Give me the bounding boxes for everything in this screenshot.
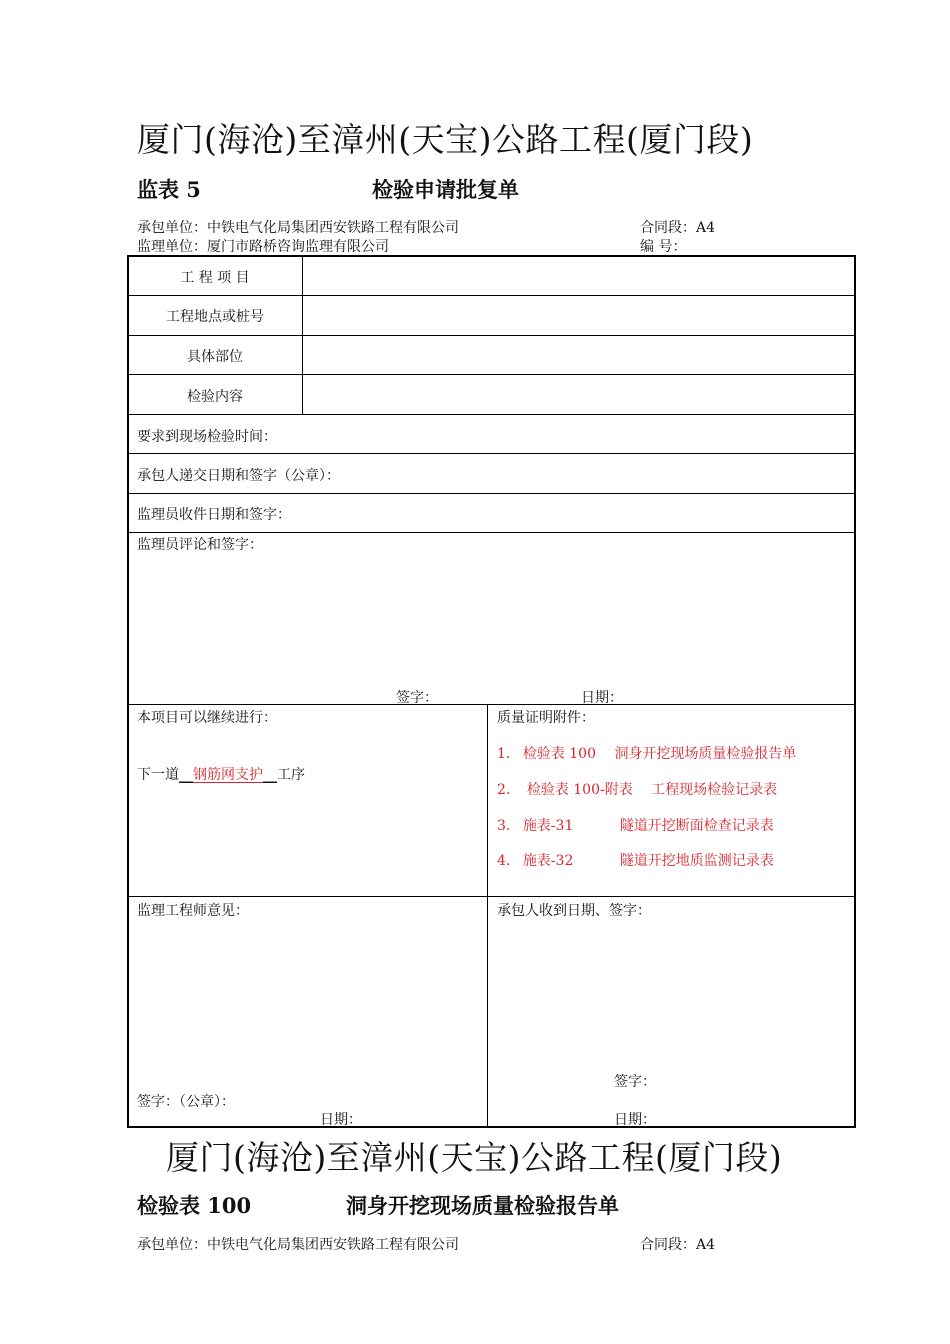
contract-section: 合同段：A4: [640, 220, 716, 236]
label-column-divider: [302, 255, 303, 414]
row-divider: [127, 295, 856, 296]
row-divider: [127, 414, 856, 415]
attachment-item: 3. 施表-31 隧道开挖断面检查记录表: [497, 818, 774, 834]
location-field[interactable]: [304, 297, 853, 334]
label-supervisor-comment: 监理员评论和签字：: [137, 537, 263, 553]
attachment-item: 1. 检验表 100 洞身开挖现场质量检验报告单: [497, 746, 797, 762]
page2-contractor-unit: 承包单位：中铁电气化局集团西安铁路工程有限公司: [137, 1237, 459, 1253]
form-number: 监表 5: [137, 177, 201, 202]
label-engineer-opinion: 监理工程师意见：: [137, 903, 249, 919]
comment-sign-label: 签字：: [396, 690, 438, 706]
contractor-unit: 承包单位：中铁电气化局集团西安铁路工程有限公司: [137, 220, 459, 236]
label-request-time: 要求到现场检验时间：: [137, 429, 277, 445]
middle-column-divider: [487, 704, 488, 1127]
label-supervisor-receive: 监理员收件日期和签字：: [137, 507, 291, 523]
label-attachments: 质量证明附件：: [497, 710, 595, 726]
comment-date-label: 日期：: [581, 690, 623, 706]
page-title: 厦门(海沧)至漳州(天宝)公路工程(厦门段): [137, 120, 754, 159]
page2-contract-section: 合同段：A4: [640, 1237, 716, 1253]
row-divider: [127, 704, 856, 705]
label-contractor-submit: 承包人递交日期和签字（公章）：: [137, 468, 340, 484]
next-process-value: 钢筋网支护: [193, 767, 263, 783]
serial-number: 编 号：: [640, 239, 687, 255]
contractor-sign-label: 签字：: [614, 1074, 656, 1090]
form-name: 检验申请批复单: [372, 177, 519, 202]
engineer-date-label: 日期：: [320, 1112, 362, 1128]
label-location: 工程地点或桩号: [166, 309, 264, 325]
label-content: 检验内容: [187, 389, 243, 405]
content-field[interactable]: [304, 376, 853, 413]
row-divider: [127, 335, 856, 336]
table-border-top: [127, 255, 856, 257]
engineer-sign-seal-label: 签字：（公章）：: [137, 1094, 235, 1110]
contractor-date-label: 日期：: [614, 1112, 656, 1128]
supervisor-unit: 监理单位：厦门市路桥咨询监理有限公司: [137, 239, 389, 255]
next-process-suffix: 工序: [277, 767, 305, 783]
next-process-prefix: 下一道: [137, 767, 179, 783]
row-divider: [127, 493, 856, 494]
project-item-field[interactable]: [304, 258, 853, 294]
label-continue: 本项目可以继续进行：: [137, 710, 277, 726]
label-contractor-receive: 承包人收到日期、签字：: [497, 903, 651, 919]
row-divider: [127, 374, 856, 375]
label-part: 具体部位: [187, 349, 243, 365]
page2-title: 厦门(海沧)至漳州(天宝)公路工程(厦门段): [166, 1138, 783, 1177]
page2-form-number: 检验表 100: [137, 1193, 252, 1218]
attachment-item: 4. 施表-32 隧道开挖地质监测记录表: [497, 853, 774, 869]
next-process-line: 下一道__钢筋网支护__工序: [137, 767, 305, 783]
page2-form-name: 洞身开挖现场质量检验报告单: [346, 1193, 619, 1218]
row-divider: [127, 453, 856, 454]
attachment-item: 2. 检验表 100-附表 工程现场检验记录表: [497, 782, 778, 798]
row-divider: [127, 532, 856, 533]
part-field[interactable]: [304, 337, 853, 373]
table-border-right: [854, 255, 856, 1128]
table-border-bottom: [127, 1126, 856, 1128]
label-project-item: 工 程 项 目: [180, 270, 250, 286]
row-divider: [127, 896, 856, 897]
